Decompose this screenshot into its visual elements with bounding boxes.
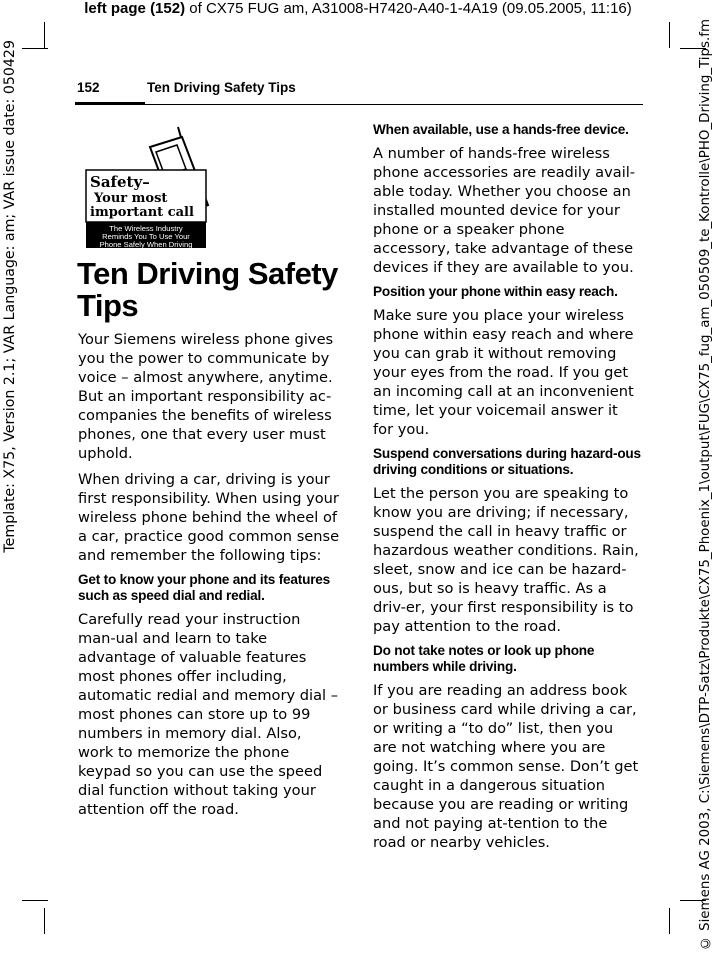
tip-5-heading: Do not take notes or look up phone numbers while driving. [373, 643, 595, 674]
header-rule-thick [75, 102, 145, 105]
crop-mark [22, 900, 48, 901]
copyright-path-text: © Siemens AG 2003, C:\Siemens\DTP-Satz\Produkte\CX75_Phoenix_1\output\FUG\CX75_fug_am_050509_te_Kontrolle\PHO_Driving_Tips.fm [698, 18, 713, 950]
header-rule-thin [145, 104, 643, 105]
crop-mark [44, 908, 45, 934]
tip-3-heading: Position your phone within easy reach. [373, 284, 618, 299]
print-file-info: of CX75 FUG am, A31008-H7420-A40-1-4A19 (09.05.2005, 11:16) [185, 0, 632, 17]
print-page-label: left page (152) [84, 0, 186, 17]
logo-line2: Your most [94, 191, 168, 206]
logo-line3: important call [90, 205, 194, 220]
intro-paragraph-2: When driving a car, driving is your first responsibility. When using your wireless phone behind the wheel of a car, practice good common sense and remember the following tips: [78, 471, 340, 564]
right-column [373, 122, 641, 859]
left-column [78, 330, 341, 826]
running-title: Ten Driving Safety Tips [147, 80, 296, 95]
crop-mark [669, 908, 670, 934]
logo-line1: Safety– [90, 173, 150, 191]
crop-mark [669, 22, 670, 48]
template-info-margin [0, 40, 22, 560]
tip-5-body: If you are reading an address book or business card while driving a car, or writing a “to do” list, then you are not watching where you are going. It’s common sense. Don’t get caught in a dangerous situation because you are reading or writing and not paying at-tention to the road or nearby vehicles. [373, 682, 639, 851]
copyright-path-margin [694, 18, 716, 950]
crop-mark [22, 48, 48, 49]
tip-2-heading: When available, use a hands-free device. [373, 122, 629, 137]
template-info-text: Template: X75, Version 2.1; VAR Language: am; VAR issue date: 050429 [2, 40, 18, 553]
tip-2-body: A number of hands-free wireless phone accessories are readily avail-able today. Whether you choose an installed mounted device for your phone or a speaker phone accessory, take advantage of these devices if they are available to you. [373, 145, 636, 276]
article-title: Ten Driving Safety Tips [77, 256, 338, 323]
safety-logo [84, 125, 214, 250]
tip-1-body: Carefully read your instruction man-ual and learn to take advantage of valuable features most phones offer including, automatic redial and memory dial – most phones can store up to 99 numbers in memory dial. Also, work to memorize the phone keypad so you can use the speed dial function without taking your attention off the road. [78, 611, 339, 818]
tip-4-body: Let the person you are speaking to know you are driving; if necessary, suspend the call in heavy traffic or hazardous weather conditions. Rain, sleet, snow and ice can be hazard-ous, but so is heavy traffic. As a driv-er, your first responsibility is to pay attention to the road. [373, 485, 639, 635]
logo-banner3: Phone Safely When Driving [99, 240, 193, 249]
logo-banner2: Reminds You To Use Your [102, 232, 190, 241]
tip-1-heading: Get to know your phone and its features such as speed dial and redial. [78, 572, 331, 603]
tip-3-body: Make sure you place your wireless phone within easy reach and where you can grab it without removing your eyes from the road. If you get an incoming call at an inconvenient time, let your voicemail answer it for you. [373, 307, 634, 438]
safety-logo-graphic [84, 125, 214, 250]
intro-paragraph-1: Your Siemens wireless phone gives you the power to communicate by voice – almost anywhere, anytime. But an important responsibility ac-companies the benefits of wireless phones, one that every user must uphold. [78, 331, 334, 462]
logo-banner1: The Wireless Industry [109, 224, 183, 233]
page-number: 152 [77, 80, 100, 95]
crop-mark [44, 22, 45, 48]
print-job-header [0, 0, 716, 18]
tip-4-heading: Suspend conversations during hazard-ous driving conditions or situations. [373, 446, 641, 477]
